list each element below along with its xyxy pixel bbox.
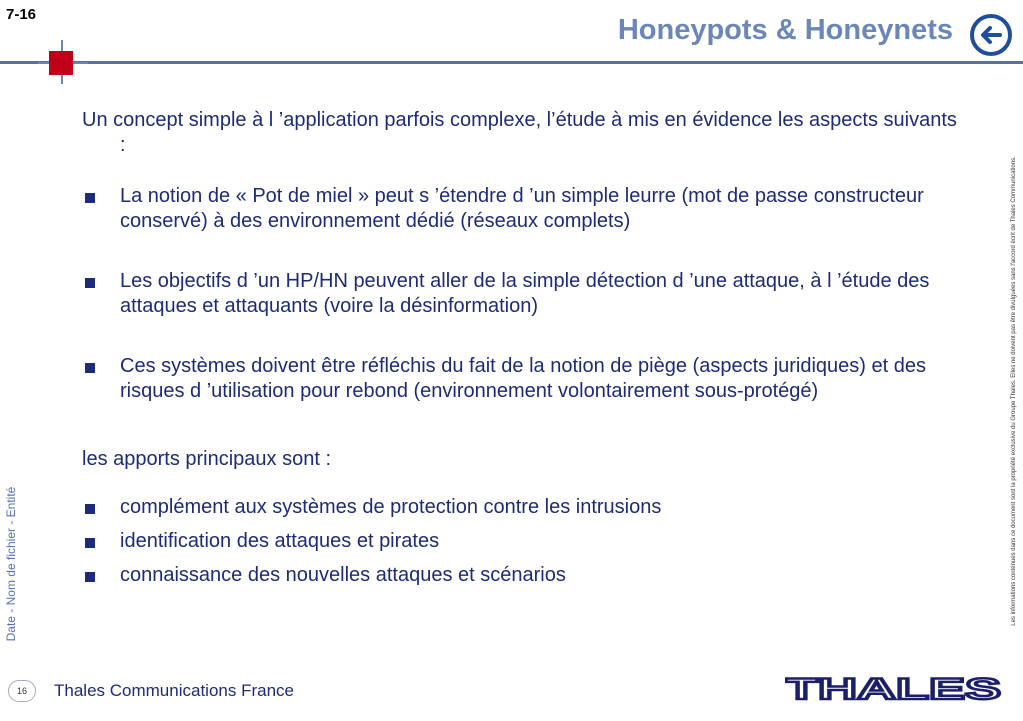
side-footer-text: Date - Nom de fichier - Entité: [4, 486, 18, 642]
slide-content: [82, 108, 962, 597]
bullet-list-aspects: [82, 184, 962, 404]
red-square-marker: [49, 51, 73, 75]
page-number-badge: 16: [8, 680, 36, 702]
back-arrow-icon: [970, 14, 1012, 56]
list-item-text: Les objectifs d ’un HP/HN peuvent aller de la simple détection d ’une attaque, à l ’étude des attaques et attaquants (voire la désinformation): [120, 270, 930, 317]
square-bullet-icon: [85, 278, 95, 288]
header-rule: [0, 61, 1023, 64]
list-item-text: complément aux systèmes de protection contre les intrusions: [120, 496, 662, 518]
list-item: [82, 495, 962, 520]
square-bullet-icon: [85, 193, 95, 203]
list-item: [82, 354, 962, 404]
list-item: [82, 269, 962, 319]
square-bullet-icon: [85, 504, 95, 514]
square-bullet-icon: [85, 572, 95, 582]
square-bullet-icon: [85, 363, 95, 373]
list-item-text: Ces systèmes doivent être réfléchis du fait de la notion de piège (aspects juridiques) et des risques d ’utilisation pour rebond (environnement volontairement sous-protégé): [120, 355, 926, 402]
back-button[interactable]: [970, 14, 1012, 56]
square-bullet-icon: [85, 538, 95, 548]
page-title: Honeypots & Honeynets: [617, 14, 953, 46]
logo-text: THALES: [785, 673, 1001, 703]
list-item-text: La notion de « Pot de miel » peut s ’étendre d ’un simple leurre (mot de passe constructeur conservé) à des environnement dédié (réseaux complets): [120, 185, 924, 232]
intro-paragraph: Un concept simple à l ’application parfois complexe, l’étude à mis en évidence les aspects suivants :: [82, 109, 957, 156]
list-item-text: connaissance des nouvelles attaques et scénarios: [120, 564, 566, 586]
list-item-text: identification des attaques et pirates: [120, 530, 440, 552]
list-item: [82, 184, 962, 234]
slide-number: 7-16: [6, 6, 37, 23]
thales-logo: [785, 673, 1003, 703]
list-item: [82, 563, 962, 588]
apports-heading: les apports principaux sont :: [82, 448, 332, 470]
list-item: [82, 529, 962, 554]
bullet-list-apports: [82, 495, 962, 588]
company-name: Thales Communications France: [54, 681, 294, 700]
confidentiality-notice: Les informations contenues dans ce document sont la propriété exclusive du Groupe Thales. Elles ne doivent pas être divulguées sans l'accord écrit de Thales Communications.: [1011, 156, 1017, 626]
